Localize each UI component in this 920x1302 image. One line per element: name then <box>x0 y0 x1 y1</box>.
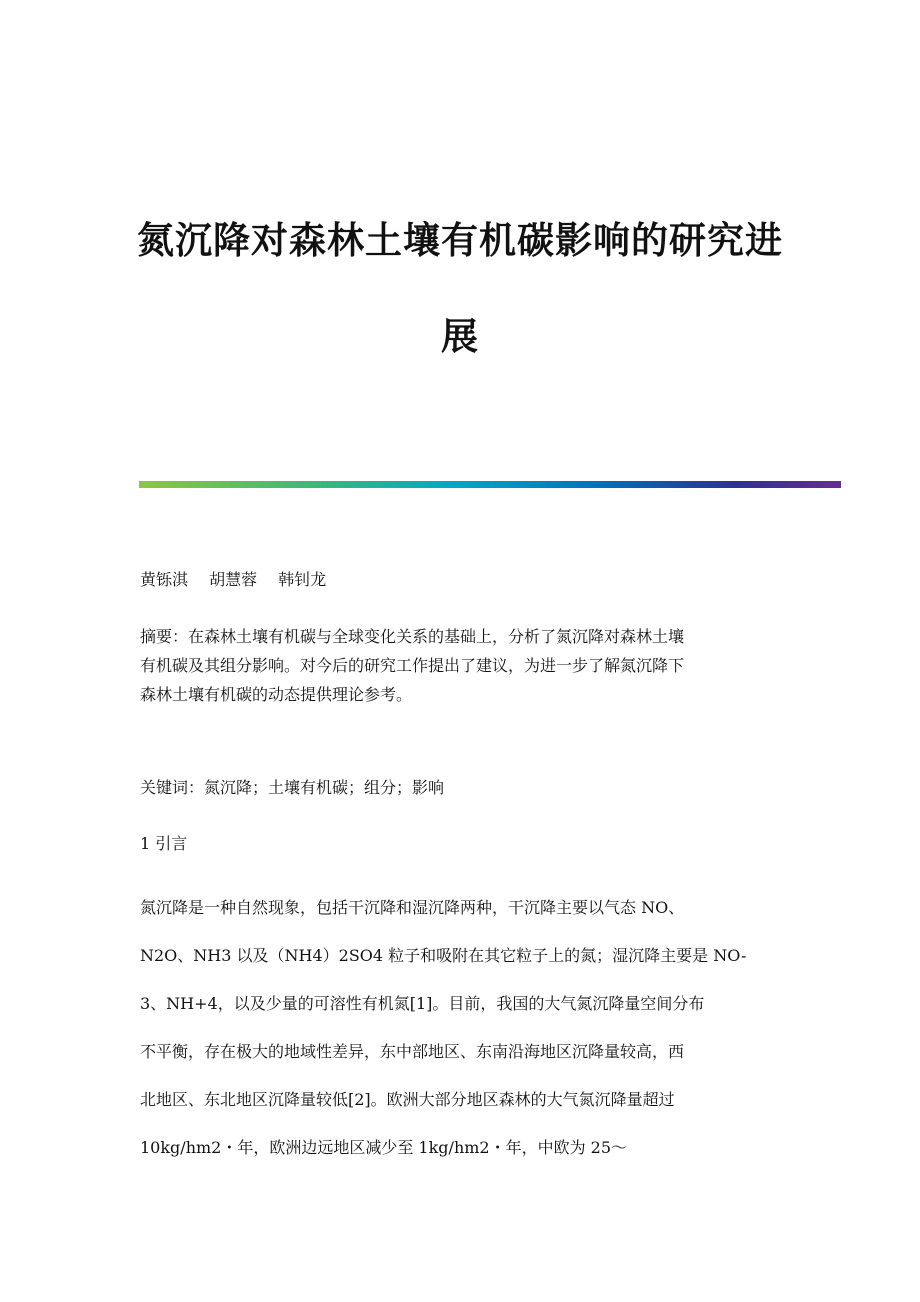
document-title-line-2: 展 <box>441 314 479 358</box>
body-line: 氮沉降是一种自然现象，包括干沉降和湿沉降两种，干沉降主要以气态 NO、 <box>140 898 685 917</box>
gradient-divider <box>139 481 841 488</box>
abstract-line: 有机碳及其组分影响。对今后的研究工作提出了建议，为进一步了解氮沉降下 <box>140 656 685 675</box>
body-line: 不平衡，存在极大的地域性差异，东中部地区、东南沿海地区沉降量较高，西 <box>140 1042 685 1061</box>
author-name: 黄铄淇 <box>140 570 189 589</box>
abstract <box>140 622 780 709</box>
author-name: 胡慧蓉 <box>209 570 258 589</box>
body-paragraph <box>140 884 780 1172</box>
body-line: 北地区、东北地区沉降量较低[2]。欧洲大部分地区森林的大气氮沉降量超过 <box>140 1090 675 1109</box>
abstract-line: 摘要：在森林土壤有机碳与全球变化关系的基础上，分析了氮沉降对森林土壤 <box>140 627 685 646</box>
document-title-line-1: 氮沉降对森林土壤有机碳影响的研究进 <box>137 218 783 262</box>
author-name: 韩钊龙 <box>278 570 327 589</box>
section-heading: 1 引言 <box>140 834 188 853</box>
abstract-line: 森林土壤有机碳的动态提供理论参考。 <box>140 685 413 704</box>
keywords: 关键词：氮沉降；土壤有机碳；组分；影响 <box>140 778 445 797</box>
body-line: 10kg/hm2・年，欧洲边远地区减少至 1kg/hm2・年，中欧为 25～ <box>140 1138 628 1157</box>
body-line: N2O、NH3 以及（NH4）2SO4 粒子和吸附在其它粒子上的氮；湿沉降主要是 NO- <box>140 946 747 965</box>
author-list <box>140 566 780 593</box>
body-line: 3、NH+4，以及少量的可溶性有机氮[1]。目前，我国的大气氮沉降量空间分布 <box>140 994 705 1013</box>
